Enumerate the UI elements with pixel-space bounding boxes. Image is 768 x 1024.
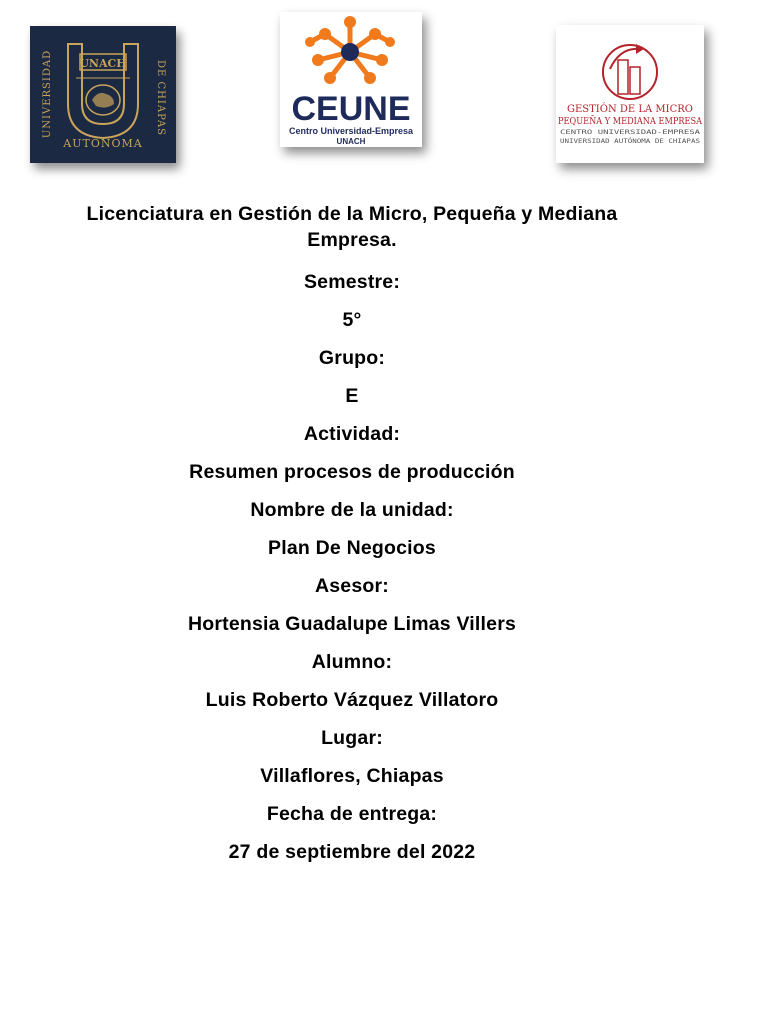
grupo-value: E bbox=[345, 385, 359, 407]
gm-line2: PEQUEÑA Y MEDIANA EMPRESA bbox=[558, 116, 726, 127]
unach-right-text: DE CHIAPAS bbox=[155, 60, 166, 136]
actividad-value: Resumen procesos de producción bbox=[189, 461, 515, 483]
gestion-micro-logo bbox=[556, 25, 726, 163]
semestre-label: Semestre: bbox=[303, 271, 401, 293]
asesor-value: Hortensia Guadalupe Limas Villers bbox=[187, 613, 517, 635]
lugar-value: Villaflores, Chiapas bbox=[260, 765, 444, 787]
lugar-label: Lugar: bbox=[321, 727, 383, 749]
ceune-network-core bbox=[341, 43, 359, 61]
alumno-label: Alumno: bbox=[311, 651, 393, 673]
actividad-label: Actividad: bbox=[303, 423, 401, 445]
fecha-value: 27 de septiembre del 2022 bbox=[228, 841, 476, 863]
ceune-wordmark: CEUNE bbox=[291, 90, 411, 128]
cover-text-block bbox=[40, 201, 664, 871]
gm-line4: UNIVERSIDAD AUTÓNOMA DE CHIAPAS bbox=[560, 137, 682, 145]
ceune-graphic bbox=[280, 12, 422, 147]
degree-title: Licenciatura en Gestión de la Micro, Pequeña y Mediana Empresa. bbox=[86, 203, 618, 251]
unach-seal-logo bbox=[30, 26, 176, 163]
gm-line1: GESTIÓN DE LA MICRO bbox=[567, 104, 693, 115]
fecha-label: Fecha de entrega: bbox=[266, 803, 438, 825]
alumno-value: Luis Roberto Vázquez Villatoro bbox=[205, 689, 499, 711]
unidad-value: Plan De Negocios bbox=[268, 537, 436, 559]
ceune-subtitle-unach: UNACH bbox=[336, 137, 366, 146]
ceune-subtitle: Centro Universidad-Empresa bbox=[288, 126, 414, 136]
grupo-label: Grupo: bbox=[318, 347, 386, 369]
gm-line3: CENTRO UNIVERSIDAD-EMPRESA bbox=[560, 128, 701, 136]
unach-left-text: UNIVERSIDAD bbox=[42, 49, 53, 139]
unach-badge-text: UNACH bbox=[79, 57, 127, 70]
unach-seal-graphic bbox=[30, 26, 176, 163]
asesor-label: Asesor: bbox=[314, 575, 389, 597]
gestion-micro-graphic bbox=[556, 25, 726, 163]
unach-bottom-text: AUTONOMA bbox=[63, 137, 143, 150]
ceune-logo bbox=[280, 12, 422, 147]
semestre-value: 5° bbox=[342, 309, 362, 331]
unidad-label: Nombre de la unidad: bbox=[250, 499, 454, 521]
